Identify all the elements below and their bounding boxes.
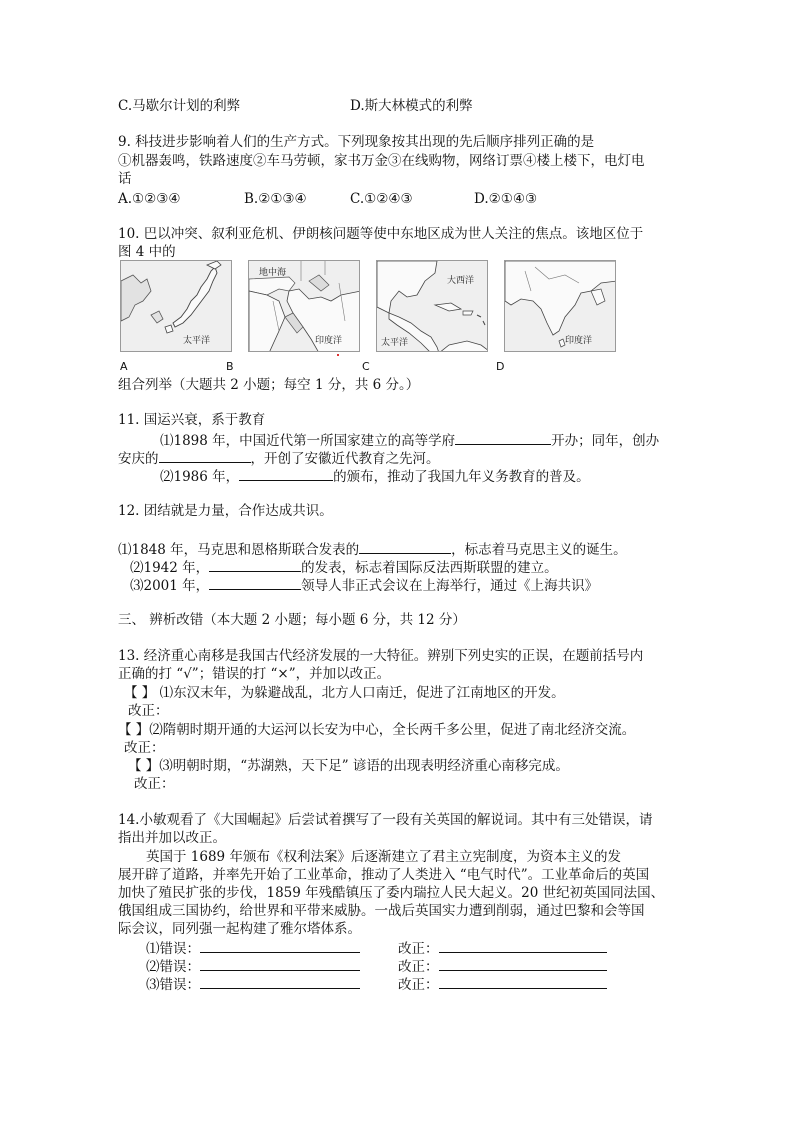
q13-fix2: 改正：: [124, 740, 165, 756]
map-a-label-1: 太平洋: [183, 336, 211, 346]
q9-option-d: D.②①④③: [474, 191, 538, 207]
map-d-letter: D: [496, 360, 505, 373]
q12-p1a: ⑴1848 年，马克思和恩格斯联合发表的: [118, 542, 360, 558]
q14-para-line2: 展开辟了道路，并率先开始了工业革命，推动了人类进入 “电气时代”。工业革命后的英国: [118, 867, 650, 883]
q13-fix3: 改正：: [134, 776, 175, 792]
q10-stem-line2: 图 4 中的: [118, 244, 176, 260]
q11-title: 11. 国运兴衰，系于教育: [118, 412, 266, 428]
red-dot-mark: [337, 354, 339, 356]
q13-item2: 【 】⑵隋朝时期开通的大运河以长安为中心，全长两千多公里，促进了南北经济交流。: [118, 722, 636, 738]
q8-option-d: D.斯大林模式的利弊: [350, 98, 473, 114]
q12-p3b: 领导人非正式会议在上海举行，通过《上海共识》: [301, 578, 599, 594]
map-c-label-1: 大西洋: [447, 276, 475, 286]
map-a: [120, 260, 232, 352]
q11-part1-line1: [160, 430, 659, 450]
q14-row3-fix-label: 改正：: [398, 977, 439, 993]
map-c-label-2: 太平洋: [381, 338, 409, 348]
q12-part3: [130, 575, 598, 595]
map-a-drawing: [121, 261, 232, 352]
map-b: [248, 260, 360, 352]
q12-blank-1[interactable]: [359, 539, 451, 554]
q14-para-line1: 英国于 1689 年颁布《权利法案》后逐渐建立了君主立宪制度，为资本主义的发: [146, 849, 621, 865]
q12-p2b: 的发表，标志着国际反法西斯联盟的建立。: [301, 560, 558, 576]
section3-title: 三、 辨析改错（本大题 2 小题；每小题 6 分，共 12 分）: [118, 612, 466, 628]
q12-p3a: ⑶2001 年，: [130, 578, 210, 594]
q9-items-line2: 话: [118, 171, 132, 187]
q14-row-2: [146, 956, 360, 976]
q11-p1a: ⑴1898 年，中国近代第一所国家建立的高等学府: [160, 433, 456, 449]
q12-title: 12. 团结就是力量，合作达成共识。: [118, 503, 333, 519]
map-d-drawing: [505, 261, 616, 352]
q14-row1-fix-label: 改正：: [398, 941, 439, 957]
q13-fix1: 改正：: [128, 703, 169, 719]
q12-part1: [118, 539, 627, 559]
q14-row-1: [146, 938, 360, 958]
q9-option-b: B.②①③④: [244, 191, 307, 207]
q14-para-line5: 际会议，同列强一起构建了雅尔塔体系。: [118, 921, 361, 937]
q11-blank-1[interactable]: [455, 430, 551, 445]
map-a-letter: A: [120, 360, 128, 373]
q9-option-c: C.①②④③: [350, 191, 413, 207]
q14-row2-err-label: ⑵错误：: [146, 959, 200, 975]
q14-row-1-fix: [398, 938, 607, 958]
q14-para-line4: 俄国组成三国协约，给世界和平带来威胁。一战后英国实力遭到削弱，通过巴黎和会等国: [118, 903, 645, 919]
q14-stem-line2: 指出并加以改正。: [118, 830, 226, 846]
q14-stem-line1: 14.小敏观看了《大国崛起》后尝试着撰写了一段有关英国的解说词。其中有三处错误，请: [118, 812, 653, 828]
q14-row-3: [146, 974, 360, 994]
map-b-label-2: 印度洋: [315, 336, 343, 346]
q13-item1: 【 】 ⑴东汉末年，为躲避战乱，北方人口南迁，促进了江南地区的开发。: [124, 685, 565, 701]
section2-title: 组合列举（大题共 2 小题；每空 1 分，共 6 分。）: [118, 377, 420, 393]
q14-row2-fix-label: 改正：: [398, 959, 439, 975]
q14-row3-err-blank[interactable]: [200, 974, 360, 989]
q14-row1-err-label: ⑴错误：: [146, 941, 200, 957]
q12-blank-2[interactable]: [209, 557, 301, 572]
figure-4-maps: [120, 260, 616, 355]
map-d: [504, 260, 616, 352]
q14-row2-err-blank[interactable]: [200, 956, 360, 971]
q11-p1b: 开办；同年，创办: [551, 433, 660, 449]
q14-row3-err-label: ⑶错误：: [146, 977, 200, 993]
q11-part2: [160, 466, 590, 486]
map-b-letter: B: [226, 360, 234, 373]
q9-stem: 9. 科技进步影响着人们的生产方式。下列现象按其出现的先后顺序排列正确的是: [118, 134, 595, 150]
q12-p2a: ⑵1942 年，: [130, 560, 210, 576]
map-c: [376, 260, 488, 352]
q14-row2-fix-blank[interactable]: [439, 956, 607, 971]
q13-item3: 【 】⑶明朝时期，“苏湖熟，天下足” 谚语的出现表明经济重心南移完成。: [128, 758, 569, 774]
q13-stem-line1: 13. 经济重心南移是我国古代经济发展的一大特征。辨别下列史实的正误，在题前括号内: [118, 648, 644, 664]
q14-row1-fix-blank[interactable]: [439, 938, 607, 953]
q11-p1d: ，开创了安徽近代教育之先河。: [250, 451, 440, 467]
q13-stem-line2: 正确的打 “√”；错误的打 “×”，并加以改正。: [118, 666, 391, 682]
q8-option-c: C.马歇尔计划的利弊: [118, 98, 241, 114]
q12-blank-3[interactable]: [209, 575, 301, 590]
q11-blank-2[interactable]: [159, 448, 251, 463]
q12-p1b: ，标志着马克思主义的诞生。: [451, 542, 627, 558]
q11-p1c: 安庆的: [118, 451, 159, 467]
map-b-label-1: 地中海: [259, 268, 287, 278]
q9-items-line1: ①机器轰鸣，铁路速度②车马劳顿，家书万金③在线购物，网络订票④楼上楼下，电灯电: [118, 153, 645, 169]
map-d-label-1: 印度洋: [565, 336, 593, 346]
map-c-letter: C: [362, 360, 370, 373]
q11-blank-3[interactable]: [239, 466, 333, 481]
q12-part2: [130, 557, 558, 577]
q9-option-a: A.①②③④: [118, 191, 181, 207]
q10-stem-line1: 10. 巴以冲突、叙利亚危机、伊朗核问题等使中东地区成为世人关注的焦点。该地区位于: [118, 226, 644, 242]
q11-part1-line2: [118, 448, 440, 468]
q14-row3-fix-blank[interactable]: [439, 974, 607, 989]
q14-row-3-fix: [398, 974, 607, 994]
q11-p2b: 的颁布，推动了我国九年义务教育的普及。: [333, 469, 590, 485]
q14-row1-err-blank[interactable]: [200, 938, 360, 953]
q14-para-line3: 加快了殖民扩张的步伐，1859 年残酷镇压了委内瑞拉人民大起义。20 世纪初英国同法国、: [118, 885, 665, 901]
q11-p2a: ⑵1986 年，: [160, 469, 240, 485]
q14-row-2-fix: [398, 956, 607, 976]
